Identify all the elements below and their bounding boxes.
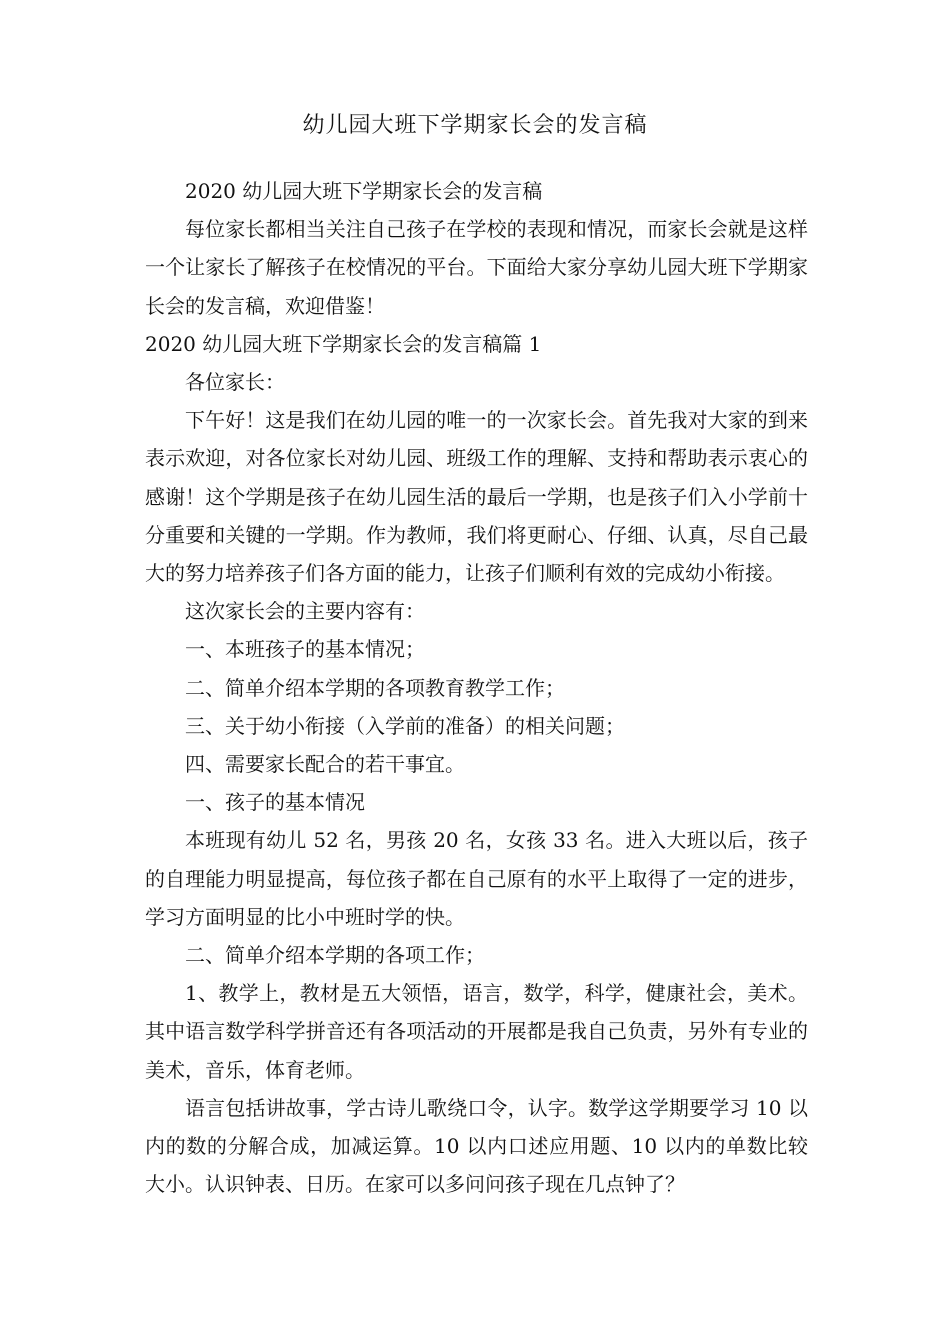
paragraph-class-info: 本班现有幼儿 52 名，男孩 20 名，女孩 33 名。进入大班以后，孩子的自理能力明显提高，每位孩子都在自己原有的水平上取得了一定的进步，学习方面明显的比小中班时学的快。 xyxy=(145,828,808,929)
document-body xyxy=(145,172,808,1203)
paragraph-section-1-heading: 一、孩子的基本情况 xyxy=(185,790,365,815)
paragraph-welcome: 下午好！这是我们在幼儿园的唯一的一次家长会。首先我对大家的到来表示欢迎，对各位家长对幼儿园、班级工作的理解、支持和帮助表示衷心的感谢！这个学期是孩子在幼儿园生活的最后一学期，也是孩子们入小学前十分重要和关键的一学期。作为教师，我们将更耐心、仔细、认真，尽自己最大的努力培养孩子们各方面的能力，让孩子们顺利有效的完成幼小衔接。 xyxy=(145,408,808,586)
paragraph-language-math: 语言包括讲故事，学古诗儿歌绕口令，认字。数学这学期要学习 10 以内的数的分解合成，加减运算。10 以内口述应用题、10 以内的单数比较大小。认识钟表、日历。在家可以多问问孩子现在几点钟了？ xyxy=(145,1095,808,1197)
paragraph-subtitle: 2020 幼儿园大班下学期家长会的发言稿 xyxy=(185,179,543,203)
paragraph-salutation: 各位家长： xyxy=(185,370,285,395)
paragraph-intro: 每位家长都相当关注自己孩子在学校的表现和情况，而家长会就是这样一个让家长了解孩子在校情况的平台。下面给大家分享幼儿园大班下学期家长会的发言稿，欢迎借鉴！ xyxy=(145,217,808,318)
document-title: 幼儿园大班下学期家长会的发言稿 xyxy=(302,113,648,138)
paragraph-teaching: 1、教学上，教材是五大领悟，语言，数学，科学，健康社会，美术。其中语言数学科学拼音还有各项活动的开展都是我自己负责，另外有专业的美术，音乐，体育老师。 xyxy=(145,981,808,1082)
paragraph-agenda-item-1: 一、本班孩子的基本情况； xyxy=(185,637,425,662)
paragraph-agenda-intro: 这次家长会的主要内容有： xyxy=(185,599,425,624)
paragraph-agenda-item-4: 四、需要家长配合的若干事宜。 xyxy=(185,752,465,777)
paragraph-agenda-item-2: 二、简单介绍本学期的各项教育教学工作； xyxy=(185,675,565,700)
paragraph-heading-part1: 2020 幼儿园大班下学期家长会的发言稿篇 1 xyxy=(145,331,542,356)
paragraph-section-2-heading: 二、简单介绍本学期的各项工作； xyxy=(185,943,485,968)
paragraph-agenda-item-3: 三、关于幼小衔接（入学前的准备）的相关问题； xyxy=(185,713,625,738)
